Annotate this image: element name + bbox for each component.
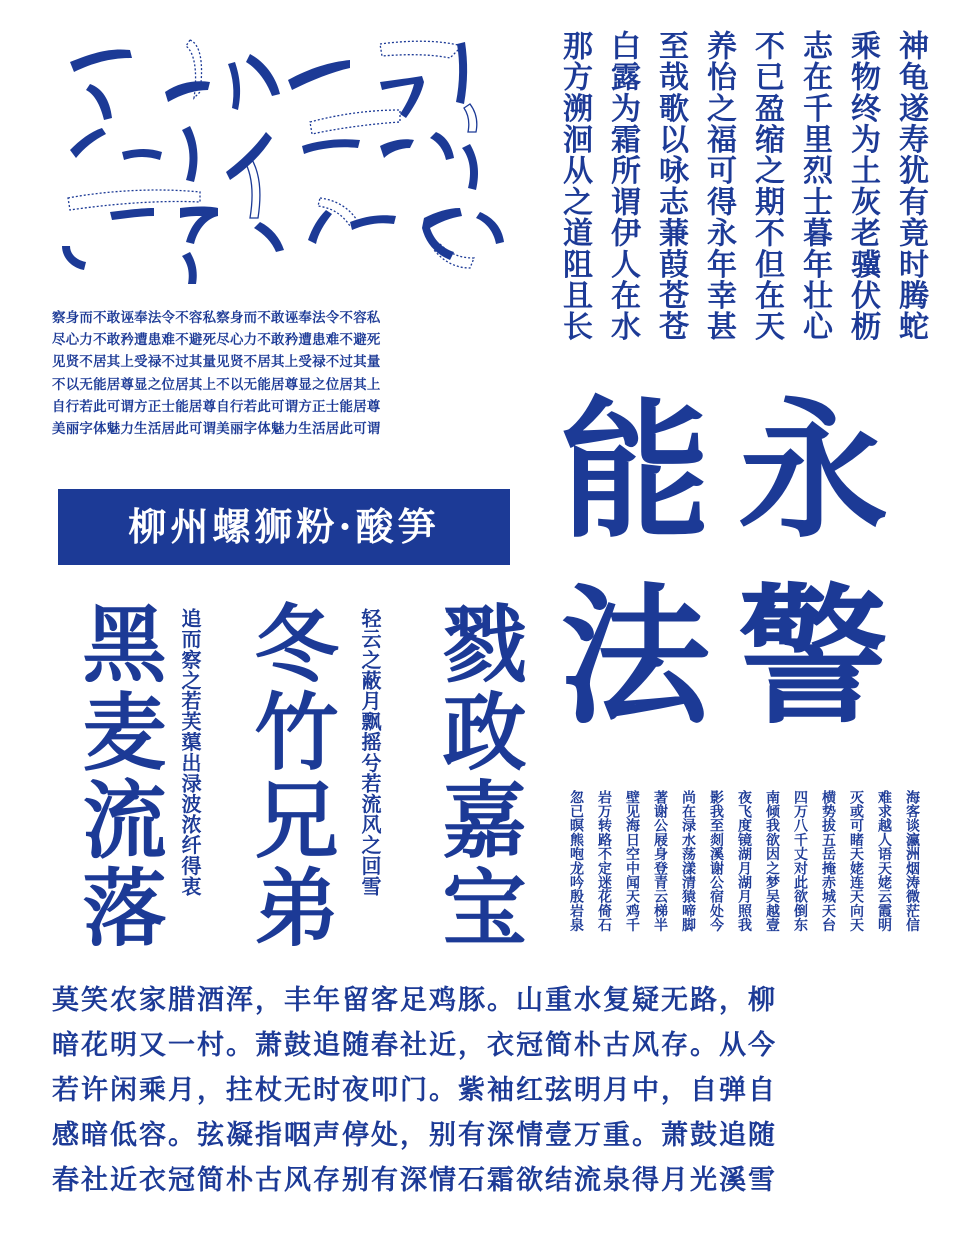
vertical-title-3: 戮政嘉宝 [429,600,528,952]
big-heading-row-1: 能永 [560,383,917,559]
outline-stroke [244,156,260,218]
bottom-poem-line: 暗花明又一村。萧鼓追随春社近，衣冠简朴古风存。从今 [52,1030,777,1061]
vertical-small-text-2: 轻云之蔽月飘摇兮若流风之回雪 [358,608,382,897]
body-paragraph [52,307,514,440]
stroke-heng-3 [122,149,162,160]
small-poem-column: 海客谈瀛洲烟涛微茫信 [904,790,920,932]
poem-column: 志在千里烈士暮年壮心 [797,30,832,342]
stroke-ti-2 [380,139,414,158]
bottom-poem-line: 感暗低容。弦凝指咽声停处，别有深情壹万重。萧鼓追随 [52,1120,777,1151]
bottom-poem-line: 莫笑农家腊酒浑，丰年留客足鸡豚。山重水复疑无路，柳 [52,985,777,1016]
bottom-poem-line: 若许闲乘月，拄杖无时夜叩门。紫袖红弦明月中，自弹自 [52,1075,777,1106]
stroke-shu-2 [456,42,467,104]
stroke-dian [86,84,112,120]
stroke-shu-5 [182,252,197,284]
stroke-na-2 [476,212,504,244]
small-poem-column: 壁见海日空中闻天鸡千 [624,790,640,932]
stroke-wan [62,246,86,270]
outline-stroke [380,41,462,58]
stroke-dian-3 [254,222,284,252]
stroke-heng-5 [110,208,154,220]
stroke-pie [70,128,106,158]
stroke-hengzhe [380,76,424,118]
outline-stroke [68,190,200,210]
stroke-heng [70,50,132,73]
stroke-pie-3 [308,210,332,244]
paragraph-line: 美丽字体魅力生活居此可谓美丽字体魅力生活居此可谓 [52,420,381,437]
poem-column: 至哉歌以咏志蒹葭苍苍 [653,30,688,342]
stroke-heng-6 [350,215,396,230]
vertical-small-text-1: 追而察之若芙蕖出渌波浓纤得衷 [178,608,202,897]
title-banner: 柳州螺狮粉·酸笋 [58,489,510,565]
poem-column: 不已盈缩之期不但在天 [749,30,784,342]
stroke-na [246,54,280,96]
stroke-specimen-graphic [50,22,510,290]
stroke-shu [228,62,240,110]
paragraph-line: 不以无能居尊显之位居其上不以无能居尊显之位居其上 [52,376,381,393]
poem-column: 白露为霜所谓伊人在水 [605,30,640,342]
poem-column: 养怡之福可得永年幸甚 [701,30,736,342]
paragraph-line: 见贤不居其上受禄不过其量见贤不居其上受禄不过其量 [52,354,381,371]
stroke-shu-3 [182,126,197,182]
paragraph-line: 尽心力不敢矜遭患难不避死尽心力不敢矜遭患难不避死 [52,332,381,349]
stroke-wangou [422,208,462,260]
small-poem-column: 尚在渌水荡漾清猿啼脚 [680,790,696,932]
small-poem-column: 灭或可睹天姥连天向天 [848,790,864,932]
paragraph-line: 自行若此可谓方正士能居尊自行若此可谓方正士能居尊 [52,398,381,415]
vertical-title-1: 黑麦流落 [69,600,168,952]
stroke-dian-2 [430,132,454,160]
poem-column: 神龟遂寿犹有竟时腾蛇 [893,30,928,342]
small-poem-column: 横势拔五岳掩赤城天台 [820,790,836,932]
paragraph-line: 察身而不敢诬奉法令不容私察身而不敢诬奉法令不容私 [52,310,381,326]
poem-column: 乘物终为土灰老骥伏枥 [845,30,880,342]
small-poem-column: 四万八千丈对此欲倒东 [792,790,808,932]
bottom-poem [52,978,942,1203]
stroke-hengpie [180,207,218,245]
outline-stroke [310,110,400,134]
small-poem-column: 南倾我欲因之梦吴越壹 [764,790,780,932]
outline-stroke [464,104,477,132]
small-poem-column: 忽已暝熊咆龙吟殷岩泉 [568,790,584,932]
small-poem-column: 岩万转路不定迷花倚石 [596,790,612,932]
stroke-heng-4 [302,139,360,154]
stroke-shu-4 [462,144,478,190]
small-poem-column: 影我至剡溪谢公宿处今 [708,790,724,932]
small-poem-column: 著谢公屐身登青云梯半 [652,790,668,932]
poem-column: 那方溯洄从之道阻且长 [557,30,592,342]
stroke-ti [165,81,210,102]
small-poem-column: 夜飞度镜湖月湖月照我 [736,790,752,932]
vertical-title-2: 冬竹兄弟 [241,600,340,952]
big-heading-row-2: 法警 [560,569,917,745]
stroke-heng-2 [288,60,350,90]
bottom-poem-line: 春社近衣冠简朴古风存别有深情石霜欲结流泉得月光溪雪 [52,1165,777,1196]
small-poem-column: 难求越人语天姥云霞明 [876,790,892,932]
